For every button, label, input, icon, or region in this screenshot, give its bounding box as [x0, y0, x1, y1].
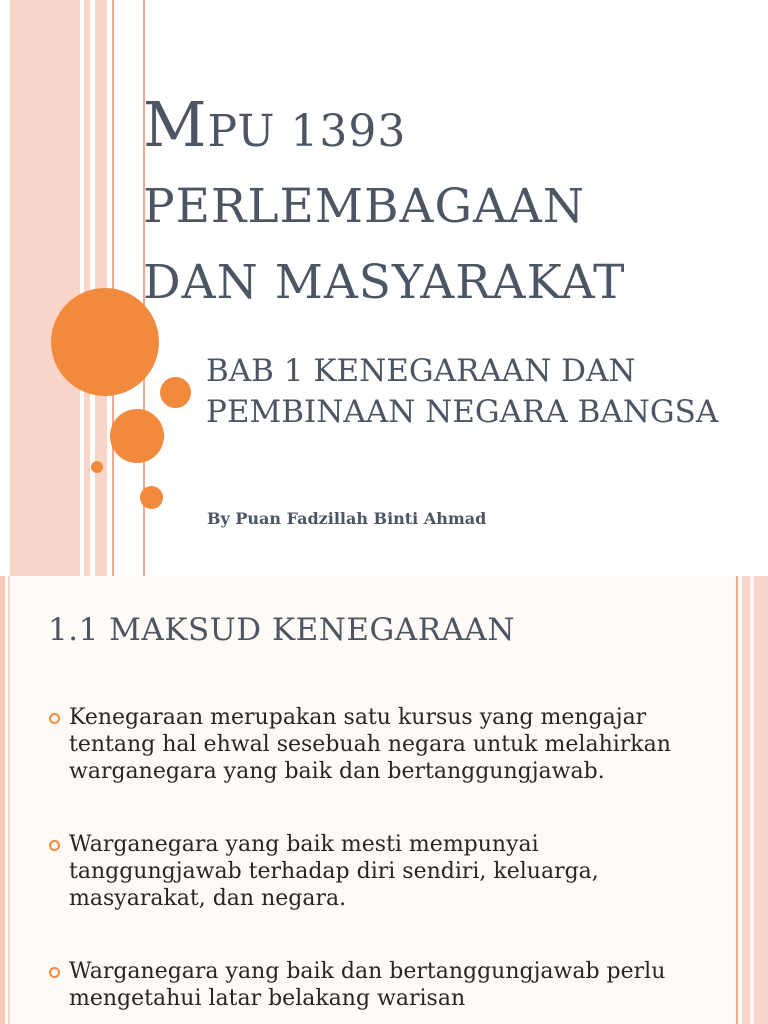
- decor-stripe: [10, 0, 80, 576]
- decor-circle-small: [140, 486, 163, 509]
- decor-stripe: [754, 576, 768, 1024]
- title-line-2: PERLEMBAGAAN: [143, 179, 585, 234]
- decor-circle-tiny: [91, 461, 103, 473]
- decor-circle-medium: [110, 409, 164, 463]
- decor-circle-small: [160, 377, 191, 408]
- title-line-1-rest: PU 1393: [207, 106, 407, 157]
- bullet-circle-icon: [49, 840, 60, 851]
- decor-stripe: [84, 0, 90, 576]
- bullet-circle-icon: [49, 713, 60, 724]
- slide-subtitle: BAB 1 KENEGARAAN DAN PEMBINAAN NEGARA BANGSA: [206, 353, 719, 430]
- decor-stripe: [0, 576, 5, 1024]
- slide-title: [143, 88, 753, 321]
- author-credit: By Puan Fadzillah Binti Ahmad: [207, 509, 487, 528]
- list-item: [48, 831, 718, 912]
- title-line-1: MPU 1393: [143, 88, 407, 161]
- section-heading: 1.1 MAKSUD KENEGARAAN: [48, 612, 515, 648]
- content-slide: [0, 576, 768, 1024]
- list-item: [48, 704, 718, 785]
- bullet-text: Warganegara yang baik mesti mempunyai tanggungjawab terhadap diri sendiri, keluarga, masyarakat, dan negara.: [69, 832, 599, 911]
- decor-line: [736, 576, 738, 1024]
- bullet-circle-icon: [49, 967, 60, 978]
- bullet-text: Kenegaraan merupakan satu kursus yang mengajar tentang hal ehwal sesebuah negara untuk melahirkan warganegara yang baik dan bertanggungjawab.: [69, 705, 671, 784]
- title-line-3: DAN MASYARAKAT: [143, 255, 626, 310]
- bullet-text: Warganegara yang baik dan bertanggungjawab perlu mengetahui latar belakang warisan: [69, 959, 666, 1011]
- list-item: [48, 958, 718, 1012]
- decor-stripe: [742, 576, 750, 1024]
- bullet-list: [48, 704, 718, 1024]
- decor-stripe: [8, 576, 10, 1024]
